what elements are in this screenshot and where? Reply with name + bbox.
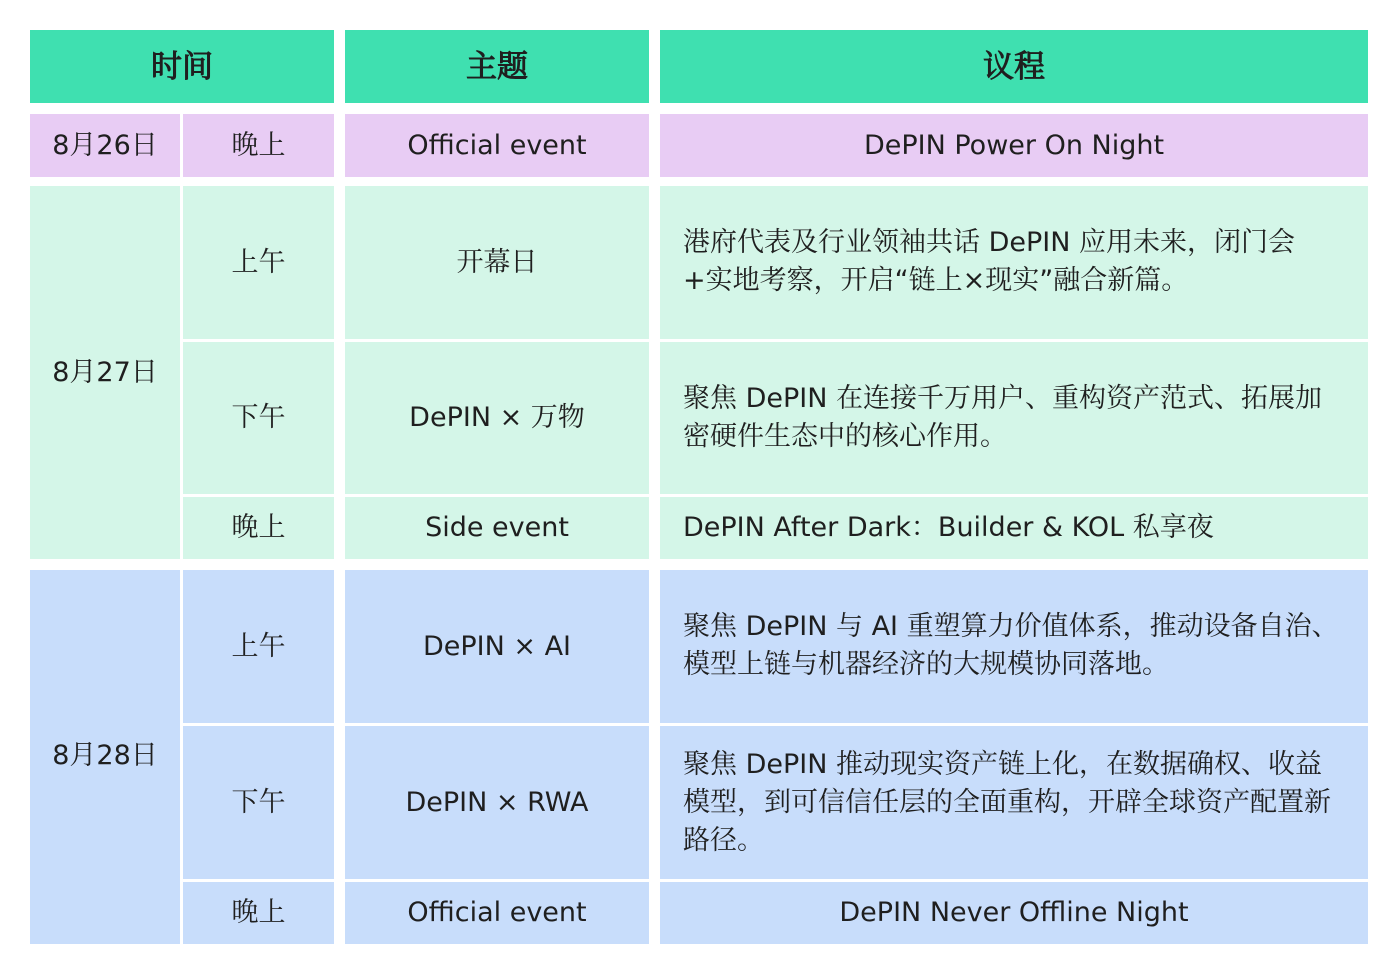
slot-aug27-evening: 晚上	[183, 497, 334, 559]
topic-aug27-morning: 开幕日	[345, 186, 649, 339]
slot-aug27-afternoon: 下午	[183, 342, 334, 494]
agenda-aug27-afternoon	[660, 342, 1368, 494]
agenda-aug26-evening: DePIN Power On Night	[660, 114, 1368, 177]
agenda-aug27-morning	[660, 186, 1368, 339]
slot-aug26-evening: 晚上	[183, 114, 334, 177]
header-agenda: 议程	[660, 30, 1368, 103]
topic-aug27-afternoon: DePIN × 万物	[345, 342, 649, 494]
agenda-aug28-morning-text: 聚焦 DePIN 与 AI 重塑算力价值体系，推动设备自治、模型上链与机器经济的大规模协同落地。	[683, 611, 1339, 680]
topic-aug27-evening: Side event	[345, 497, 649, 559]
slot-aug27-morning: 上午	[183, 186, 334, 339]
date-aug27: 8月27日	[30, 186, 180, 559]
agenda-aug27-morning-text: 港府代表及行业领袖共话 DePIN 应用未来，闭门会+实地考察，开启“链上×现实”融合新篇。	[683, 227, 1296, 296]
agenda-aug28-evening: DePIN Never Offline Night	[660, 882, 1368, 944]
agenda-aug27-afternoon-text: 聚焦 DePIN 在连接千万用户、重构资产范式、拓展加密硬件生态中的核心作用。	[683, 383, 1323, 452]
topic-aug26-evening: Official event	[345, 114, 649, 177]
agenda-aug28-afternoon-text: 聚焦 DePIN 推动现实资产链上化，在数据确权、收益模型，到可信信任层的全面重构，开辟全球资产配置新路径。	[683, 748, 1331, 856]
slot-aug28-evening: 晚上	[183, 882, 334, 944]
date-aug28: 8月28日	[30, 570, 180, 944]
topic-aug28-afternoon: DePIN × RWA	[345, 726, 649, 879]
agenda-aug27-evening: DePIN After Dark：Builder & KOL 私享夜	[660, 497, 1368, 559]
date-aug26: 8月26日	[30, 114, 180, 177]
agenda-aug28-afternoon	[660, 726, 1368, 879]
slot-aug28-afternoon: 下午	[183, 726, 334, 879]
slot-aug28-morning: 上午	[183, 570, 334, 723]
agenda-aug28-morning	[660, 570, 1368, 723]
header-topic: 主题	[345, 30, 649, 103]
header-time: 时间	[30, 30, 334, 103]
topic-aug28-evening: Official event	[345, 882, 649, 944]
topic-aug28-morning: DePIN × AI	[345, 570, 649, 723]
